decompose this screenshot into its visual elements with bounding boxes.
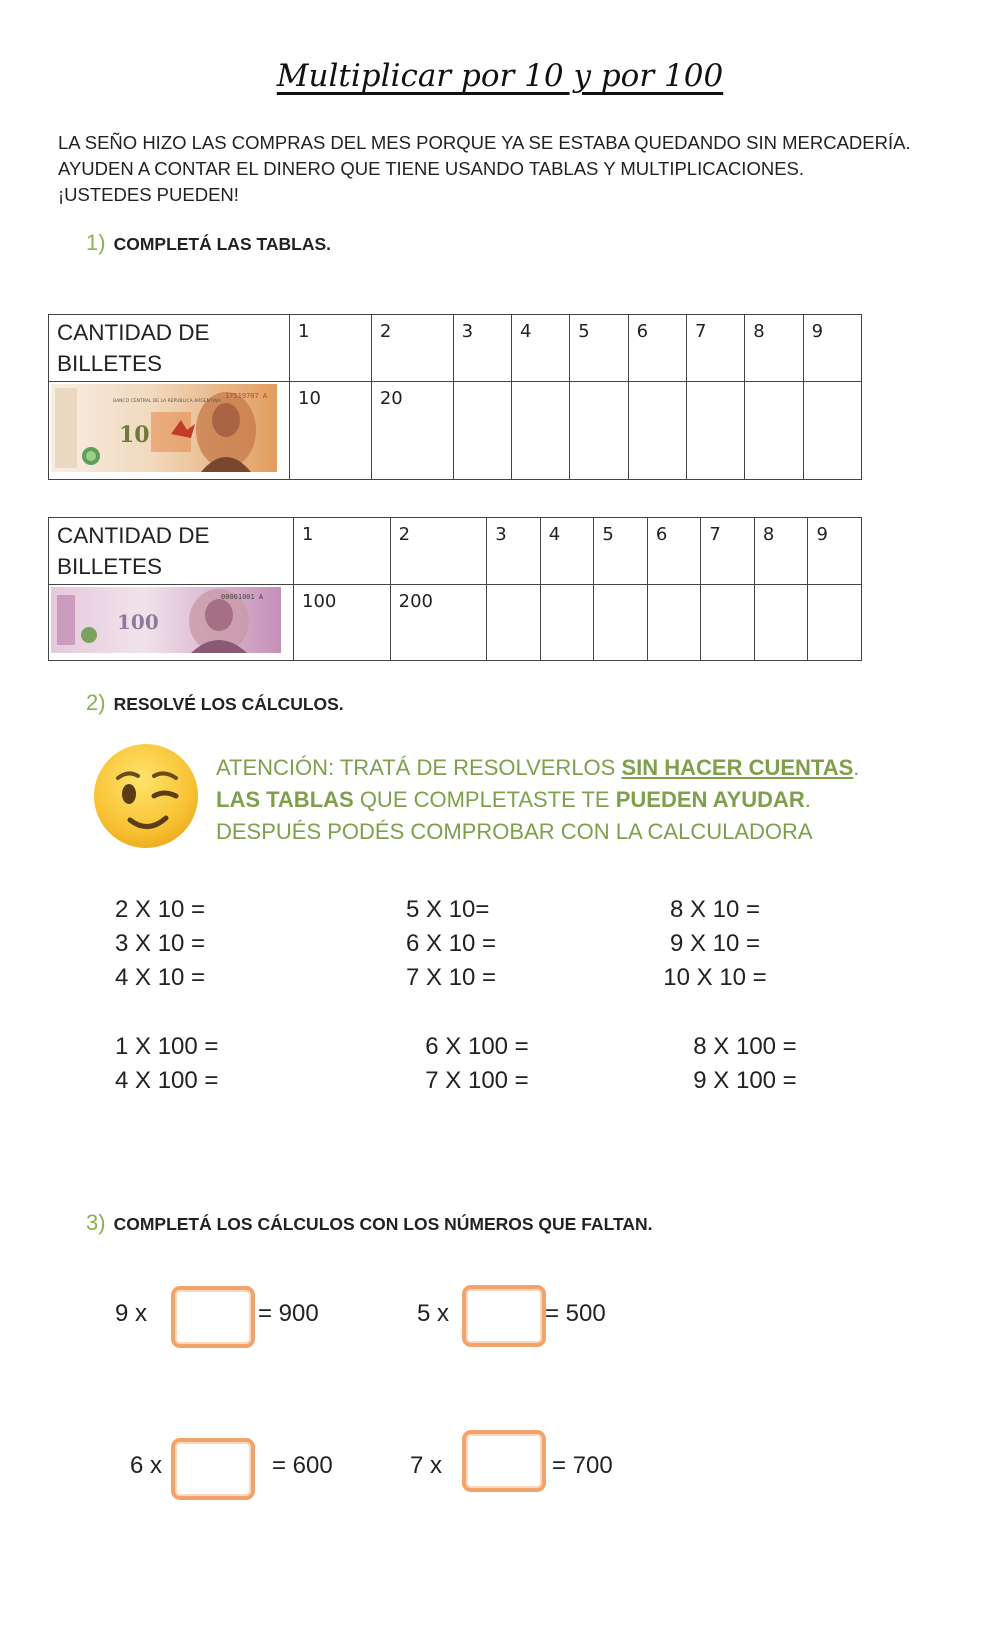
calc-100-col-2 [410,1033,544,1101]
table-100-pesos [48,517,862,661]
table-100-count-6: 6 [647,518,701,585]
intro-text [58,130,911,208]
table-10-value-9[interactable] [803,382,861,480]
table-10-count-8: 8 [745,315,803,382]
page-title: Multiplicar por 10 y por 100 [276,58,724,94]
table-100-header-label: CANTIDAD DE BILLETES [49,518,294,585]
table-10-value-7[interactable] [686,382,744,480]
attention-line-1-emphasis: SIN HACER CUENTAS [621,755,854,780]
bill-10-value-text: 10 [119,422,150,448]
attention-line-1-c: . [853,755,860,780]
calc-item: 8 X 100 = [693,1033,797,1060]
fill-4-right: = 700 [552,1452,613,1479]
bill-100-pesos-image [51,587,281,653]
intro-line-2: AYUDEN A CONTAR EL DINERO QUE TIENE USANDO TABLAS Y MULTIPLICACIONES. [58,158,805,179]
attention-line-2 [216,784,859,816]
table-100-value-3[interactable] [487,585,541,661]
section-1-label: COMPLETÁ LAS TABLAS. [113,234,332,254]
winking-face-icon [92,742,200,850]
table-100-value-8[interactable] [754,585,808,661]
section-2-number: 2) [86,690,106,715]
table-10-pesos [48,314,862,480]
table-100-count-1: 1 [294,518,391,585]
table-10-count-6: 6 [628,315,686,382]
calc-item: 3 X 10 = [115,930,206,957]
calc-10-col-1 [115,896,205,998]
table-10-value-2[interactable]: 20 [371,382,453,480]
calc-item: 6 X 100 = [425,1033,529,1060]
table-100-value-7[interactable] [701,585,755,661]
table-100-value-5[interactable] [594,585,648,661]
attention-line-3: DESPUÉS PODÉS COMPROBAR CON LA CALCULADORA [216,819,813,844]
table-100-count-8: 8 [754,518,808,585]
table-100-count-9: 9 [808,518,862,585]
calc-item: 4 X 100 = [115,1067,219,1094]
section-3-number: 3) [86,1210,106,1235]
attention-line-2-d: . [804,787,811,812]
calc-item: 8 X 10 = [669,896,761,923]
table-10-value-8[interactable] [745,382,803,480]
table-100-value-6[interactable] [647,585,701,661]
attention-line-2-b: QUE COMPLETASTE TE [353,787,616,812]
table-10-value-1[interactable]: 10 [290,382,372,480]
table-10-header-label: CANTIDAD DE BILLETES [49,315,290,382]
calc-item: 10 X 10 = [663,964,767,991]
section-3-label: COMPLETÁ LOS CÁLCULOS CON LOS NÚMEROS QUE FALTAN. [113,1214,653,1234]
table-10-count-4: 4 [511,315,569,382]
fill-4-left: 7 x [410,1452,443,1479]
table-10-count-9: 9 [803,315,861,382]
attention-line-2-emphasis: PUEDEN AYUDAR [615,787,805,812]
calc-10-col-2 [406,896,496,998]
calc-100-col-1 [115,1033,218,1101]
table-10-count-3: 3 [453,315,511,382]
table-10-value-6[interactable] [628,382,686,480]
table-100-value-9[interactable] [808,585,862,661]
table-100-count-3: 3 [487,518,541,585]
intro-line-1: LA SEÑO HIZO LAS COMPRAS DEL MES PORQUE YA SE ESTABA QUEDANDO SIN MERCADERÍA. [58,132,911,153]
bill-10-cell [49,382,290,480]
table-10-value-4[interactable] [511,382,569,480]
fill-1-answer-box[interactable] [171,1286,255,1348]
calc-item: 9 X 100 = [693,1067,797,1094]
fill-3-left: 6 x [130,1452,163,1479]
fill-4-answer-box[interactable] [462,1430,546,1492]
attention-text [216,752,859,848]
calc-item: 1 X 100 = [115,1033,219,1060]
fill-3-answer-box[interactable] [171,1438,255,1500]
table-10-value-3[interactable] [453,382,511,480]
table-100-value-2[interactable]: 200 [390,585,487,661]
intro-line-3: ¡USTEDES PUEDEN! [58,184,239,205]
calc-item: 2 X 10 = [115,896,206,923]
bill-10-serial-text: 17519707 A [225,392,268,400]
table-10-value-5[interactable] [570,382,628,480]
calc-item: 6 X 10 = [406,930,497,957]
attention-line-1-a: ATENCIÓN: TRATÁ DE RESOLVERLOS [216,755,622,780]
bill-10-pesos-image [51,384,277,472]
fill-2-left: 5 x [417,1300,450,1327]
bill-100-value-text: 100 [117,610,159,634]
table-100-count-5: 5 [594,518,648,585]
fill-2-answer-box[interactable] [462,1285,546,1347]
bill-100-serial-text: 00001001 A [221,593,264,601]
calc-item: 5 X 10= [406,896,490,923]
calc-10-col-3 [655,896,775,998]
fill-1-left: 9 x [115,1300,148,1327]
table-100-count-7: 7 [701,518,755,585]
table-10-count-1: 1 [290,315,372,382]
table-10-count-7: 7 [686,315,744,382]
calc-item: 9 X 10 = [669,930,761,957]
section-1-number: 1) [86,230,106,255]
section-1-heading [86,230,331,256]
table-100-value-1[interactable]: 100 [294,585,391,661]
section-3-heading [86,1210,653,1236]
table-100-count-4: 4 [540,518,594,585]
table-100-value-4[interactable] [540,585,594,661]
bill-100-cell [49,585,294,661]
fill-1-right: = 900 [258,1300,319,1327]
bill-10-bank-text: BANCO CENTRAL DE LA REPÚBLICA ARGENTINA [113,399,221,404]
calc-item: 4 X 10 = [115,964,206,991]
table-10-count-2: 2 [371,315,453,382]
fill-2-right: = 500 [545,1300,606,1327]
calc-item: 7 X 100 = [425,1067,529,1094]
table-100-count-2: 2 [390,518,487,585]
attention-line-2-a: LAS TABLAS [216,787,354,812]
fill-3-right: = 600 [272,1452,333,1479]
table-10-count-5: 5 [570,315,628,382]
section-2-heading [86,690,344,716]
calc-100-col-3 [678,1033,812,1101]
calc-item: 7 X 10 = [406,964,497,991]
section-2-label: RESOLVÉ LOS CÁLCULOS. [113,694,344,714]
attention-line-1 [216,752,859,784]
